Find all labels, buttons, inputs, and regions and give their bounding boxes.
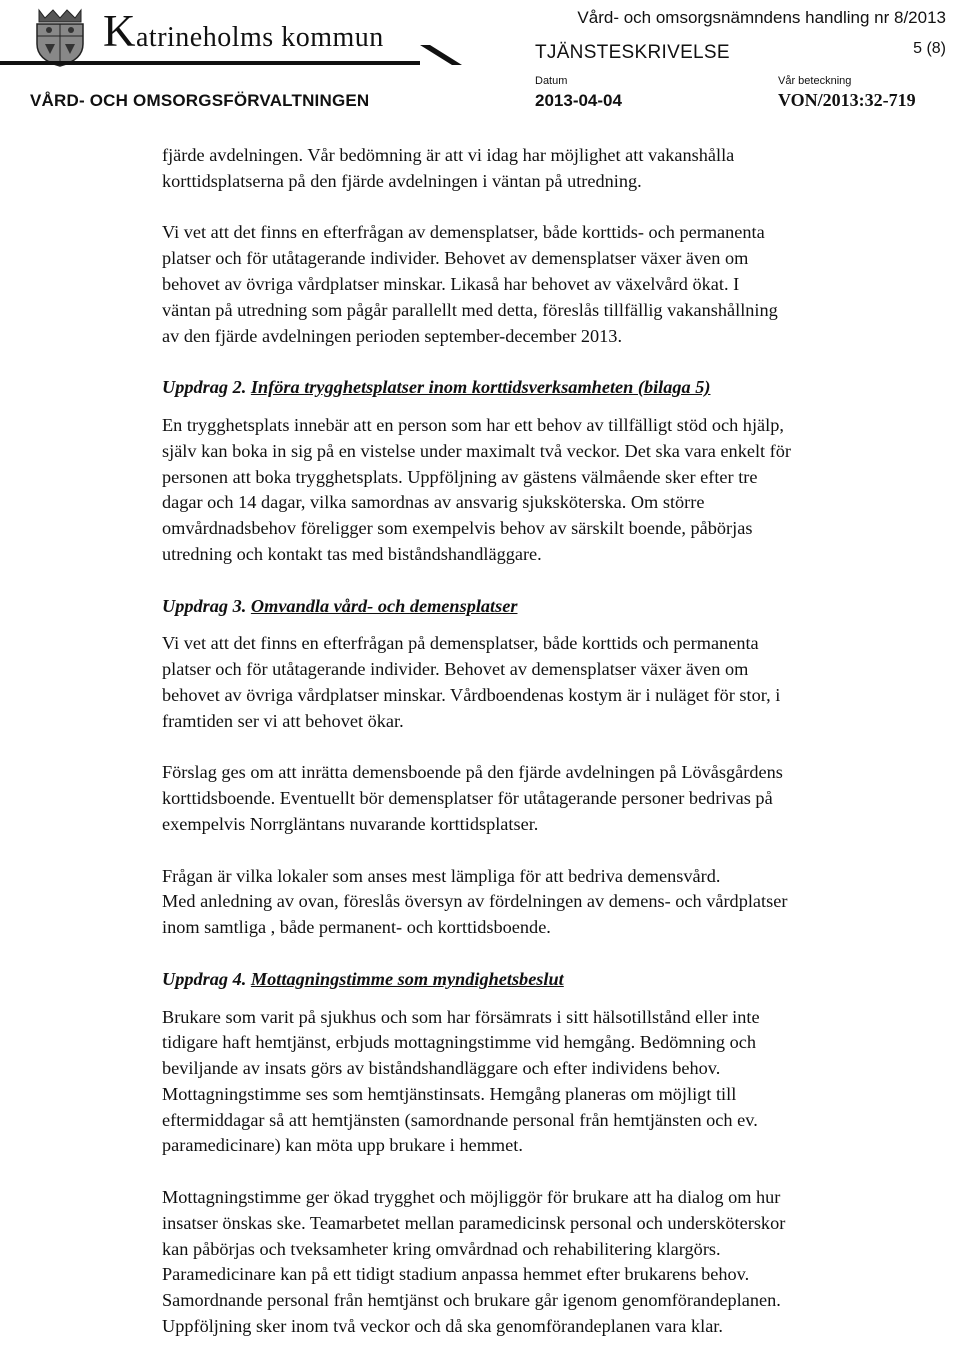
- text-line: Med anledning av ovan, föreslås översyn av fördelningen av demens- och vårdplatser: [162, 891, 788, 912]
- text-line: Frågan är vilka lokaler som anses mest lämpliga för att bedriva demensvård.: [162, 865, 721, 886]
- text-line: exempelvis Norrgläntans nuvarande korttidsplatser.: [162, 813, 539, 834]
- text-line: eftermiddagar så att hemtjänsten (samordnande personal från hemtjänsten och ev.: [162, 1109, 758, 1130]
- date-label: Datum: [535, 75, 568, 87]
- uppdrag-4-heading: [162, 967, 960, 993]
- text-line: inom samtliga , både permanent- och korttidsboende.: [162, 917, 551, 938]
- uppdrag-number: Uppdrag 2.: [162, 377, 247, 398]
- text-line: själv kan boka in sig på en vistelse under maximalt två veckor. Det ska vara enkelt för: [162, 440, 791, 461]
- text-line: utredning och kontakt tas med biståndshandläggare.: [162, 543, 542, 564]
- text-line: platser och för utåtagerande individer. Behovet av demensplatser växer även om: [162, 248, 749, 269]
- uppdrag-3-paragraph-a: [162, 631, 960, 734]
- text-line: personen att boka trygghetsplats. Uppföljning av gästens välmående sker efter tre: [162, 466, 758, 487]
- text-line: Vi vet att det finns en efterfrågan av demensplatser, både korttids- och permanenta: [162, 222, 765, 243]
- brand-underline: [0, 61, 420, 65]
- uppdrag-title: Mottagningstimme som myndighetsbeslut: [250, 968, 564, 989]
- text-line: behovet av övriga vårdplatser minskar. Likaså har behovet av växelvård ökat. I: [162, 273, 740, 294]
- document-body: [162, 143, 960, 1340]
- text-line: Uppföljning sker inom två veckor och då ska genomförandeplanen vara klar.: [162, 1316, 723, 1337]
- text-line: framtiden ser vi att behovet ökar.: [162, 710, 404, 731]
- uppdrag-number: Uppdrag 3.: [162, 595, 247, 616]
- text-line: dagar och 14 dagar, vilka samordnas av ansvarig sjuksköterska. Om större: [162, 492, 705, 513]
- text-line: av den fjärde avdelningen perioden september-december 2013.: [162, 325, 623, 346]
- municipality-crest-icon: [27, 6, 93, 68]
- text-line: korttidsboende. Eventuellt bör demensplatser för utåtagerande personer bedrivas på: [162, 788, 773, 809]
- uppdrag-3-paragraph-b: [162, 760, 960, 837]
- brand-slash: [420, 45, 462, 65]
- text-line: En trygghetsplats innebär att en person som har ett behov av tillfälligt stöd och hjälp,: [162, 414, 784, 435]
- meeting-reference: Vård- och omsorgsnämndens handling nr 8/2013: [577, 8, 946, 27]
- text-line: omvårdnadsbehov föreligger som exempelvis behov av särskilt boende, påbörjas: [162, 518, 753, 539]
- uppdrag-4-paragraph-a: [162, 1005, 960, 1160]
- text-line: Förslag ges om att inrätta demensboende på den fjärde avdelningen på Lövåsgårdens: [162, 762, 783, 783]
- text-line: Paramedicinare kan på ett tidigt stadium anpassa hemmet efter brukarens behov.: [162, 1264, 750, 1285]
- reference-label: Vår beteckning: [778, 75, 852, 87]
- municipality-name: Katrineholms kommun: [103, 6, 384, 56]
- intro-paragraph: [162, 143, 960, 195]
- text-line: tidigare haft hemtjänst, erbjuds mottagningstimme vid hemgång. Bedömning och: [162, 1032, 757, 1053]
- text-line: kan påbörjas och tveksamheter kring omvårdnad och rehabilitering klargörs.: [162, 1238, 721, 1259]
- page-number: 5 (8): [913, 40, 946, 57]
- text-line: Samordnande personal från hemtjänst och brukare går igenom genomförandeplanen.: [162, 1290, 781, 1311]
- uppdrag-number: Uppdrag 4.: [162, 968, 247, 989]
- text-line: Mottagningstimme ses som hemtjänstinsats. Hemgång planeras om möjligt till: [162, 1083, 737, 1104]
- department-name: VÅRD- OCH OMSORGSFÖRVALTNINGEN: [30, 91, 370, 110]
- uppdrag-2-heading: [162, 375, 960, 401]
- text-line: beviljande av insats görs av biståndshandläggare och efter individens behov.: [162, 1058, 721, 1079]
- uppdrag-title: Omvandla vård- och demensplatser: [250, 595, 518, 616]
- uppdrag-2-paragraph: [162, 413, 960, 568]
- text-line: Vi vet att det finns en efterfrågan på demensplatser, både korttids och permanenta: [162, 633, 759, 654]
- uppdrag-title: Införa trygghetsplatser inom korttidsverksamheten (bilaga 5): [250, 377, 711, 398]
- text-line: Mottagningstimme ger ökad trygghet och möjliggör för brukare att ha dialog om hur: [162, 1187, 781, 1208]
- date-value: 2013-04-04: [535, 91, 622, 110]
- text-line: insatser önskas ske. Teamarbetet mellan paramedicinsk personal och undersköterskor: [162, 1212, 786, 1233]
- text-line: väntan på utredning som pågår parallellt med detta, föreslås tillfällig vakanshållning: [162, 299, 778, 320]
- uppdrag-3-heading: [162, 594, 960, 620]
- uppdrag-3-paragraph-c: [162, 864, 960, 941]
- text-line: korttidsplatserna på den fjärde avdelningen i väntan på utredning.: [162, 170, 642, 191]
- reference-value: VON/2013:32-719: [778, 90, 916, 110]
- text-line: behovet av övriga vårdplatser minskar. Vårdboendenas kostym är i nuläget för stor, i: [162, 684, 781, 705]
- text-line: platser och för utåtagerande individer. Behovet av demensplatser växer även om: [162, 659, 749, 680]
- text-line: Brukare som varit på sjukhus och som har försämrats i sitt hälsotillstånd eller inte: [162, 1006, 760, 1027]
- text-line: paramedicinare) kan möta upp brukare i hemmet.: [162, 1135, 523, 1156]
- uppdrag-4-paragraph-b: [162, 1185, 960, 1340]
- text-line: fjärde avdelningen. Vår bedömning är att vi idag har möjlighet att vakanshålla: [162, 145, 735, 165]
- document-type: TJÄNSTESKRIVELSE: [535, 42, 730, 63]
- demens-paragraph: [162, 220, 960, 349]
